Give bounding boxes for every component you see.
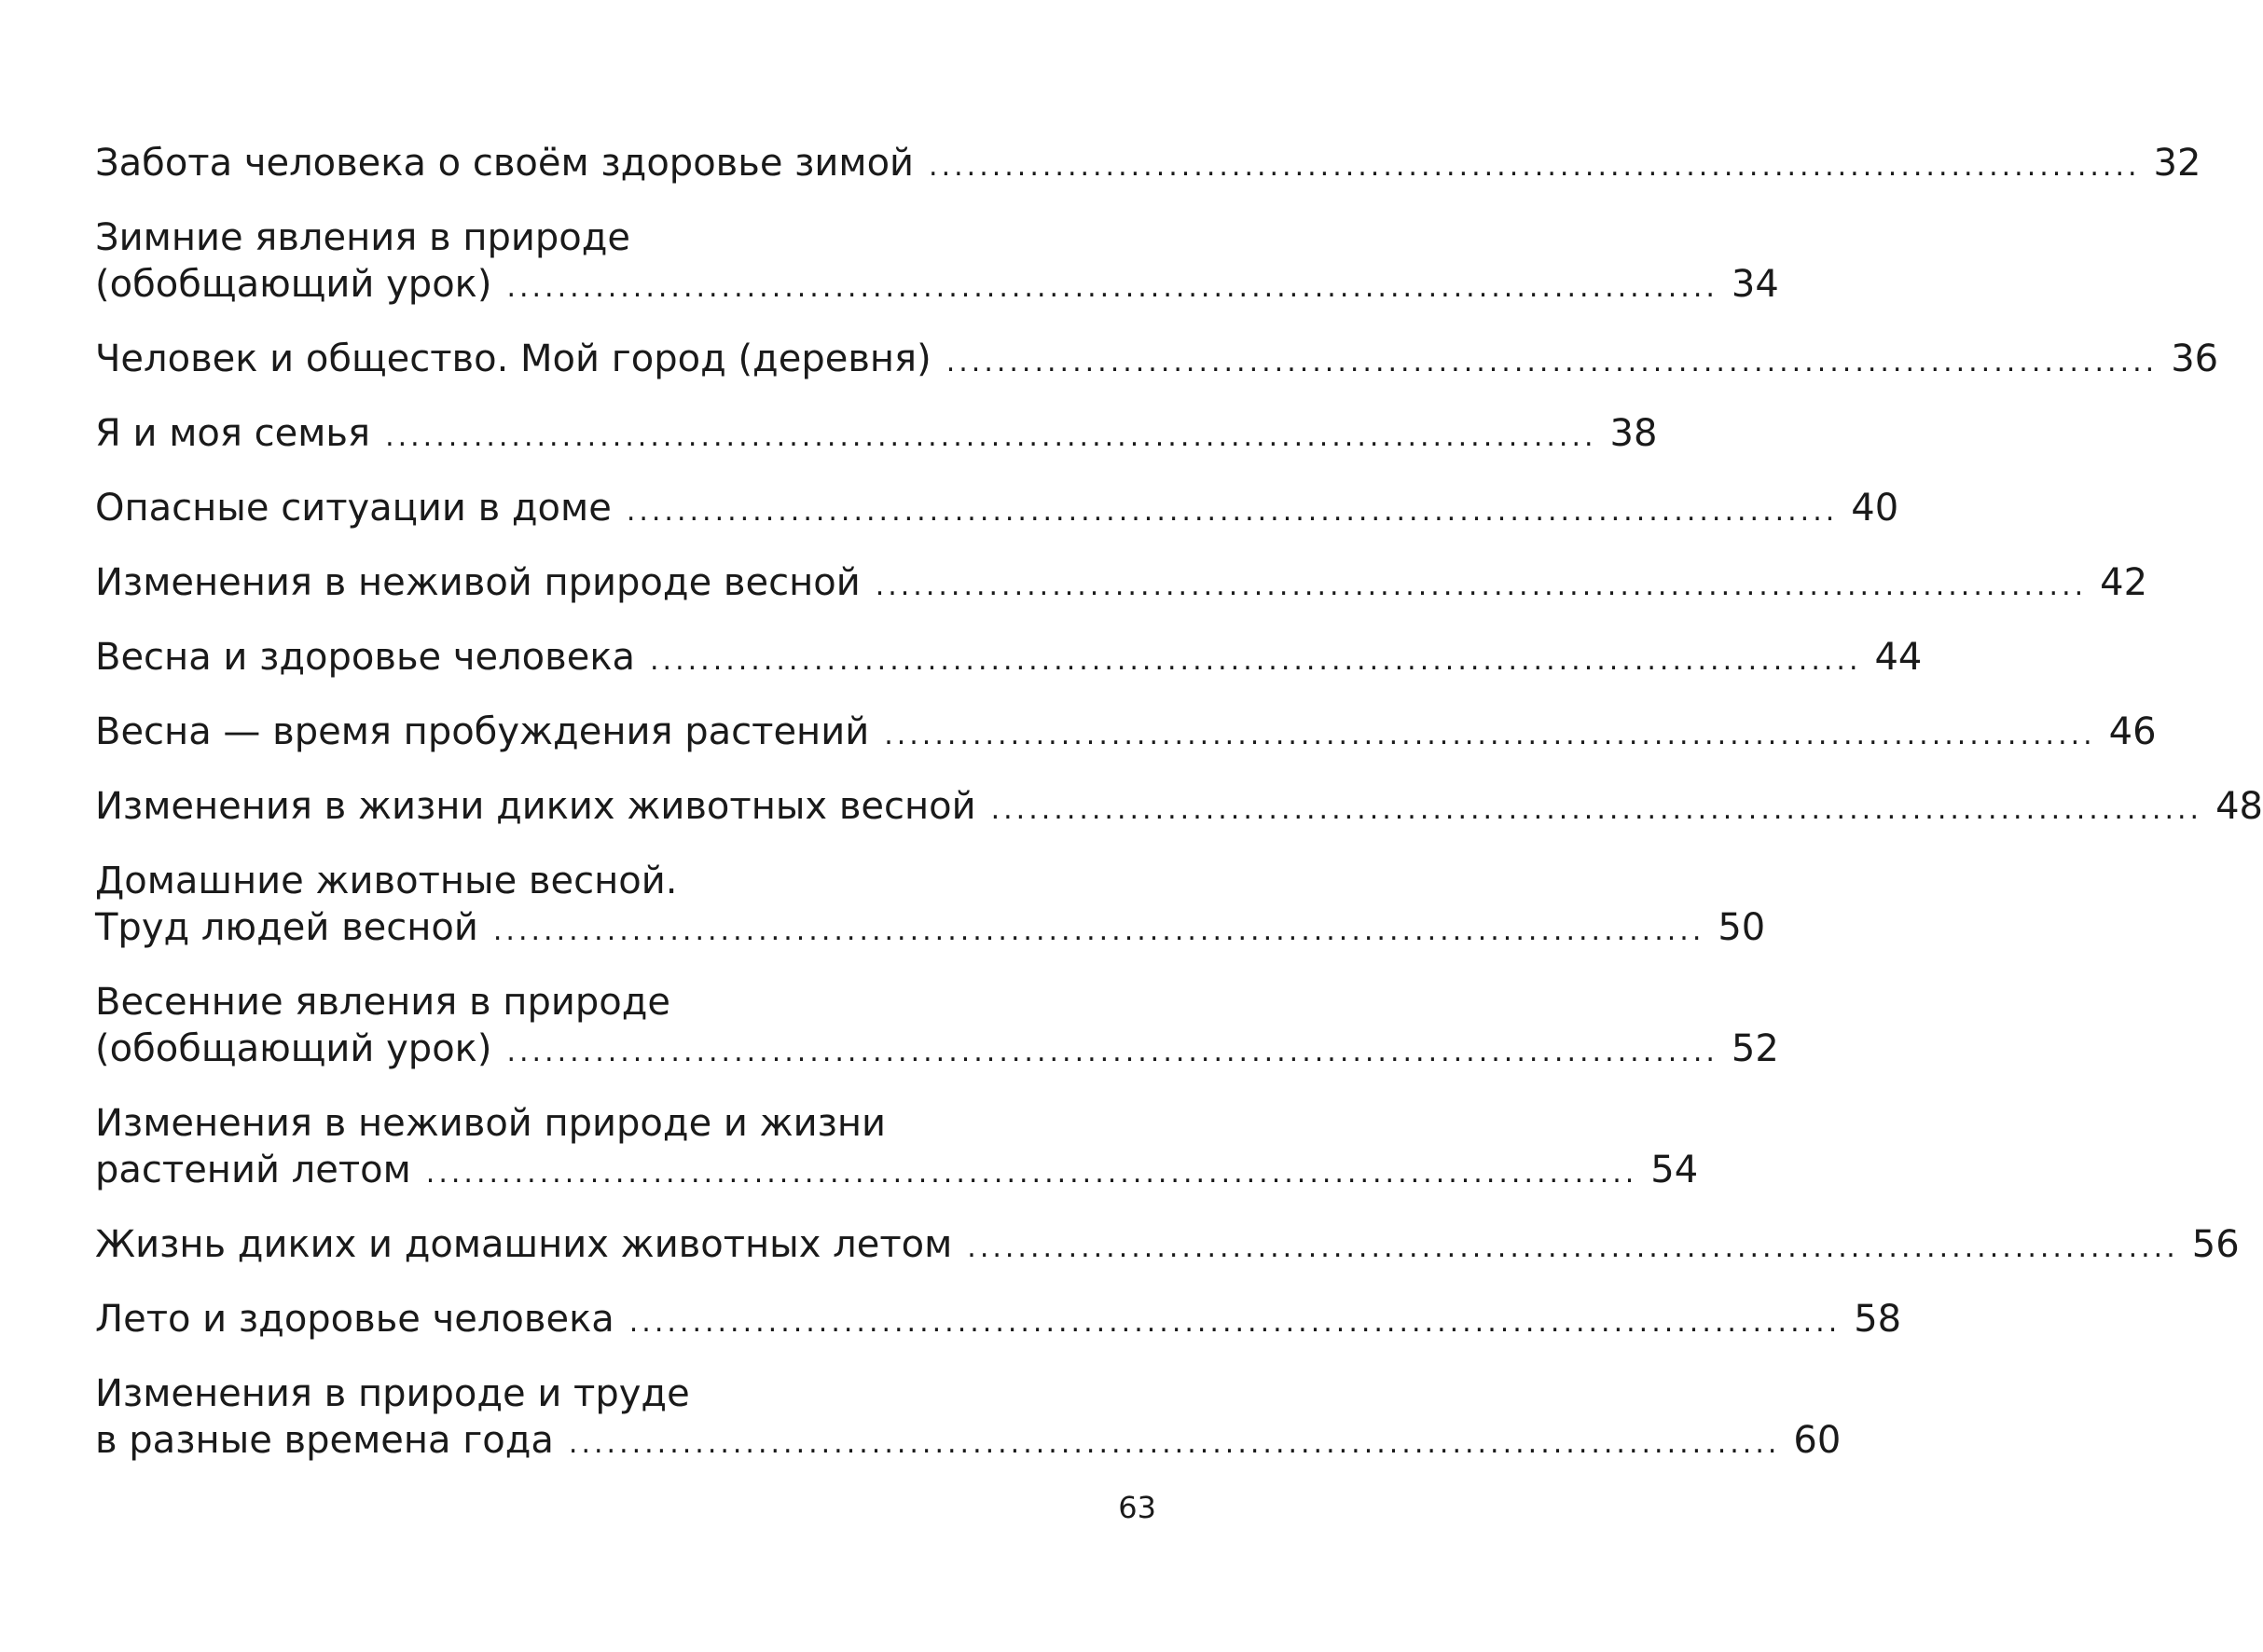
toc-entry-title: Опасные ситуации в доме <box>95 487 612 530</box>
toc-entry-title: (обобщающий урок) <box>95 1027 492 1070</box>
toc-entry-page: 42 <box>2100 561 2148 604</box>
toc-entry-title: в разные времена года <box>95 1419 554 1462</box>
toc-entry-title-line: Изменения в природе и труде <box>95 1372 690 1415</box>
toc-leader-dots: ................................................................................................ <box>875 570 2088 602</box>
toc-entry[interactable] <box>95 410 1658 461</box>
toc-entry-title: Забота человека о своём здоровье зимой <box>95 142 915 185</box>
toc-entry[interactable] <box>95 709 2157 759</box>
toc-entry[interactable] <box>95 1370 1842 1467</box>
toc-entry[interactable] <box>95 979 1779 1076</box>
toc-entry[interactable] <box>95 485 1899 535</box>
toc-leader-dots: ................................................................................................ <box>385 420 1597 453</box>
toc-entry-title: Человек и общество. Мой город (деревня) <box>95 337 931 380</box>
toc-entry-title: Изменения в жизни диких животных весной <box>95 785 976 828</box>
toc-leader-dots: ................................................................................................ <box>884 719 2096 751</box>
toc-entry-title: Лето и здоровье человека <box>95 1298 614 1341</box>
toc-leader-dots: ................................................................................................ <box>506 271 1718 304</box>
toc-entry-title: Изменения в неживой природе весной <box>95 561 861 604</box>
toc-entry-title-line: Весенние явления в природе <box>95 981 670 1024</box>
toc-leader-dots: ................................................................................................ <box>492 915 1705 947</box>
toc-entry-title: Жизнь диких и домашних животных летом <box>95 1223 953 1266</box>
toc-entry-page: 44 <box>1874 636 1923 679</box>
toc-entry-title: Весна и здоровье человека <box>95 636 636 679</box>
toc-leader-dots: ................................................................................................ <box>967 1232 2179 1264</box>
toc-entry[interactable] <box>95 1100 1699 1197</box>
toc-entry[interactable] <box>95 140 2201 190</box>
toc-entry-page: 60 <box>1793 1419 1842 1462</box>
toc-entry-title: Я и моя семья <box>95 412 371 455</box>
toc-entry-title: (обобщающий урок) <box>95 263 492 306</box>
toc-leader-dots: ................................................................................................ <box>506 1036 1718 1068</box>
toc-entry[interactable] <box>95 336 2219 386</box>
table-of-contents <box>95 140 2263 1492</box>
toc-entry-page: 38 <box>1609 412 1658 455</box>
toc-entry[interactable] <box>95 783 2263 833</box>
toc-leader-dots: ................................................................................................ <box>628 1306 1842 1339</box>
toc-leader-dots: ................................................................................................ <box>929 150 2141 183</box>
toc-entry[interactable] <box>95 1296 1902 1346</box>
toc-entry-title-line: Зимние явления в природе <box>95 216 630 259</box>
toc-entry-page: 56 <box>2191 1223 2240 1266</box>
toc-entry-page: 36 <box>2171 337 2219 380</box>
toc-entry-title-line: Домашние животные весной. <box>95 860 678 902</box>
toc-leader-dots: ................................................................................................ <box>945 346 2159 379</box>
toc-entry-page: 32 <box>2153 142 2201 185</box>
toc-entry-title: растений летом <box>95 1149 411 1191</box>
toc-entry[interactable] <box>95 1221 2240 1272</box>
toc-entry[interactable] <box>95 214 1779 311</box>
toc-entry-title: Весна — время пробуждения растений <box>95 710 870 753</box>
toc-entry-title-line: Изменения в неживой природе и жизни <box>95 1102 887 1145</box>
toc-entry-page: 46 <box>2108 710 2157 753</box>
toc-entry[interactable] <box>95 559 2148 610</box>
toc-entry-page: 40 <box>1851 487 1899 530</box>
toc-entry-page: 48 <box>2215 785 2263 828</box>
toc-entry[interactable] <box>95 634 1923 684</box>
toc-entry-page: 52 <box>1731 1027 1779 1070</box>
toc-entry-page: 34 <box>1731 263 1779 306</box>
page-number: 63 <box>1118 1490 1156 1525</box>
toc-entry-page: 50 <box>1718 906 1766 949</box>
toc-leader-dots: ................................................................................................ <box>626 495 1839 528</box>
toc-entry-page: 54 <box>1650 1149 1699 1191</box>
toc-entry-title: Труд людей весной <box>95 906 478 949</box>
toc-entry[interactable] <box>95 858 1766 955</box>
toc-entry-page: 58 <box>1854 1298 1902 1341</box>
toc-leader-dots: ................................................................................................ <box>650 644 1862 677</box>
toc-leader-dots: ................................................................................................ <box>425 1157 1638 1190</box>
toc-leader-dots: ................................................................................................ <box>568 1427 1781 1460</box>
toc-leader-dots: ................................................................................................ <box>990 793 2203 826</box>
